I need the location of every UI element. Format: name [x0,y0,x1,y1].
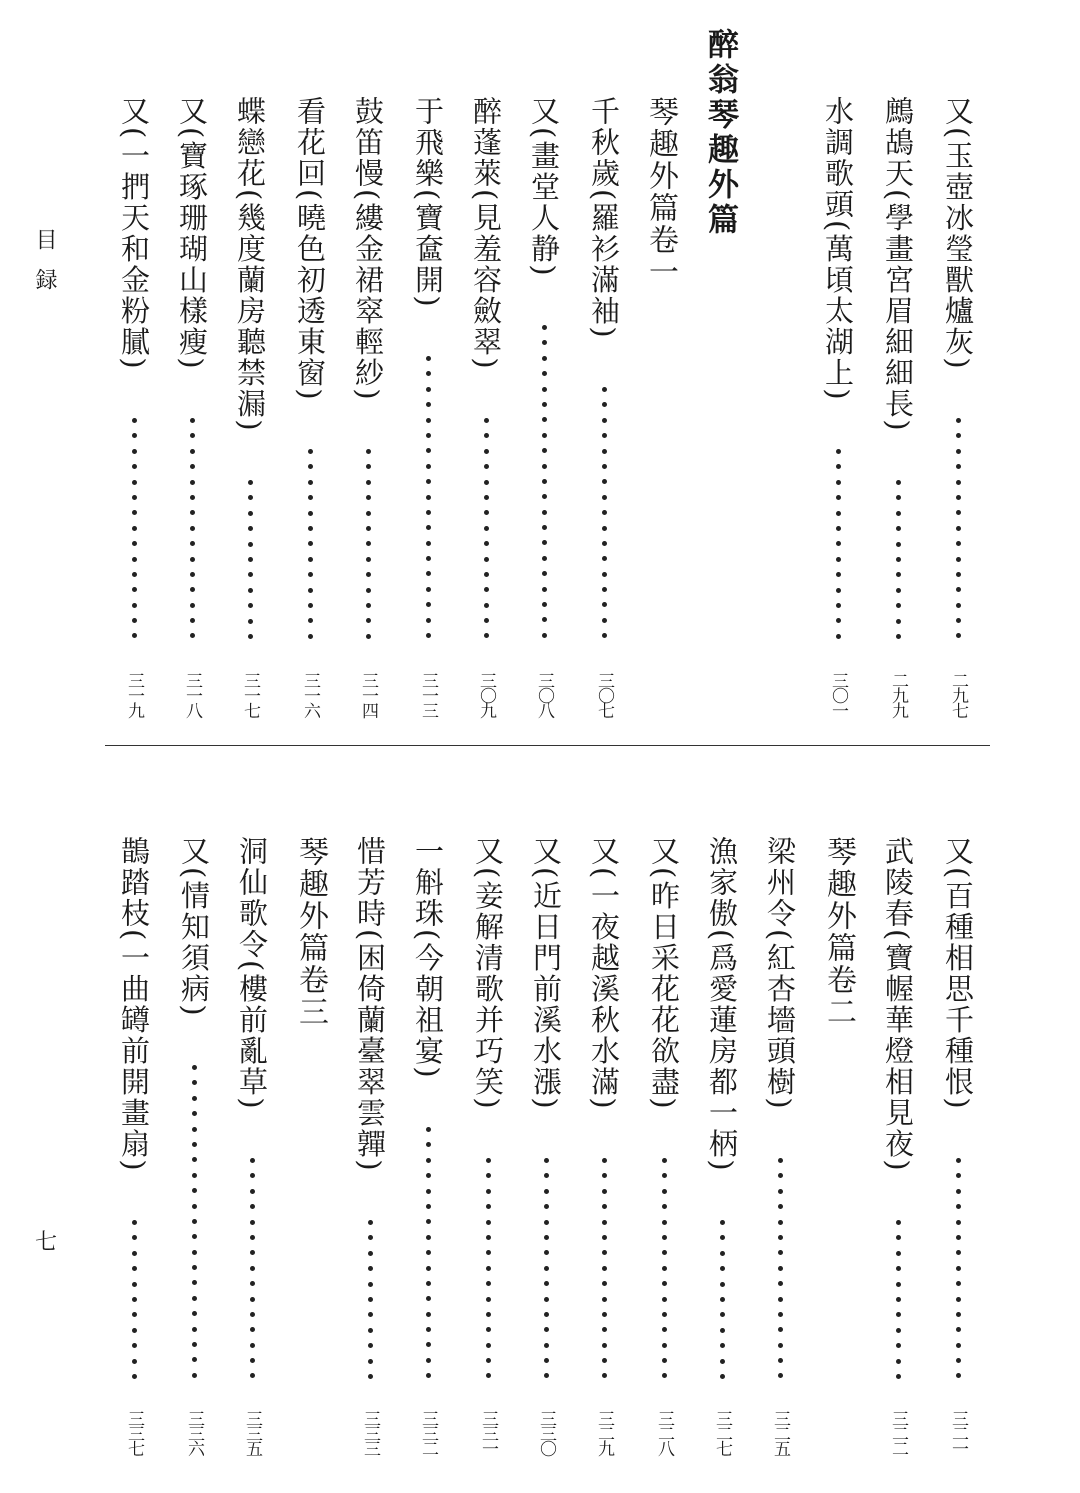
toc-entry [411,96,445,309]
entry-first-line: (紅杏墻頭樹) [763,929,797,1111]
dot-leader [411,356,445,662]
entry-title: 醉蓬萊 [469,96,503,189]
toc-entry [117,96,151,371]
page-number: 三一八 [182,672,202,717]
dot-leader [529,1158,563,1400]
dot-leader [117,418,151,662]
dot-leader [587,1158,621,1400]
dot-leader [821,449,855,662]
toc-entry [587,836,621,1111]
volume-heading: 琴趣外篇卷一 [643,96,678,288]
entry-first-line: (見羞容斂翠) [469,189,503,371]
entry-first-line: (幾度蘭房聽禁漏) [233,189,267,433]
dot-leader [117,1220,151,1400]
entry-title: 梁州令 [763,836,797,929]
page-number: 三二七 [712,1410,732,1455]
entry-first-line: (一曲罇前開畫扇) [117,929,151,1173]
entry-first-line: (縷金裙窣輕紗) [351,189,385,402]
toc-entry [941,96,975,371]
entry-title: 又 [177,836,211,867]
dot-leader [351,449,385,662]
entry-first-line: (妾解清歌并巧笑) [471,867,505,1111]
toc-entry [529,836,563,1111]
entry-title: 武陵春 [881,836,915,929]
page-number: 三〇八 [534,672,554,717]
volume-heading: 琴趣外篇卷三 [293,836,328,1028]
page-number: 二九九 [888,672,908,717]
entry-title: 看花回 [293,96,327,189]
entry-first-line: (近日門前溪水漲) [529,867,563,1111]
entry-first-line: (寶琢珊瑚山樣瘦) [175,127,209,371]
entry-title: 水調歌頭 [821,96,855,220]
dot-leader [353,1220,387,1400]
toc-entry [233,96,267,433]
dot-leader [647,1158,681,1400]
dot-leader [293,449,327,662]
dot-leader [881,1220,915,1400]
entry-first-line: (畫堂人静) [527,127,561,278]
page-number: 三三五 [242,1410,262,1455]
page-number: 三一六 [300,672,320,717]
dot-leader [235,1158,269,1400]
page-number: 三二二 [888,1410,908,1455]
entry-title: 鼓笛慢 [351,96,385,189]
dot-leader [941,1158,975,1400]
toc-entry [705,836,739,1173]
entry-title: 又 [647,836,681,867]
entry-first-line: (困倚蘭臺翠雲嚲) [353,929,387,1173]
page-number: 三〇七 [594,672,614,717]
entry-first-line: (今朝祖宴) [411,929,445,1080]
entry-title: 鷓鴣天 [881,96,915,189]
dot-leader [233,480,267,662]
toc-entry [587,96,621,340]
toc-entry [411,836,445,1080]
entry-title: 于飛樂 [411,96,445,189]
page-number: 三三二 [418,1410,438,1455]
toc-entry [235,836,269,1111]
entry-first-line: (萬頃太湖上) [821,220,855,402]
toc-entry [647,836,681,1111]
entry-title: 又 [175,96,209,127]
toc-entry [353,836,387,1173]
toc-entry [763,836,797,1111]
dot-leader [527,325,561,662]
page-number: 三二八 [654,1410,674,1455]
dot-leader [763,1158,797,1400]
page-number: 三三一 [478,1410,498,1455]
collection-title: 醉翁琴趣外篇 [702,28,738,238]
entry-title: 又 [529,836,563,867]
toc-entry [469,96,503,371]
entry-first-line: (玉壺冰瑩獸爐灰) [941,127,975,371]
entry-title: 又 [941,96,975,127]
toc-entry [821,96,855,402]
toc-entry [527,96,561,278]
toc-entry [351,96,385,402]
page-number: 三三六 [184,1410,204,1455]
entry-title: 又 [471,836,505,867]
toc-entry [117,836,151,1173]
entry-first-line: (一夜越溪秋水滿) [587,867,621,1111]
page-number: 三三七 [124,1410,144,1455]
entry-first-line: (情知須病) [177,867,211,1018]
toc-entry [881,96,915,433]
entry-title: 千秋歲 [587,96,621,189]
page-number: 三〇九 [476,672,496,717]
page-number: 三二五 [770,1410,790,1455]
entry-title: 洞仙歌令 [235,836,269,960]
page-number: 二九七 [948,672,968,717]
entry-first-line: (寶奩開) [411,189,445,309]
page-number: 三二九 [594,1410,614,1455]
dot-leader [177,1065,211,1400]
entry-title: 一斛珠 [411,836,445,929]
entry-first-line: (樓前亂草) [235,960,269,1111]
dot-leader [705,1220,739,1400]
page-number: 三〇一 [828,672,848,717]
page-number: 三二一 [948,1410,968,1455]
page-number: 三三三 [360,1410,380,1455]
page-number: 三一三 [418,672,438,717]
entry-first-line: (百種相思千種恨) [941,867,975,1111]
toc-entry [175,96,209,371]
entry-first-line: (羅衫滿袖) [587,189,621,340]
entry-title: 惜芳時 [353,836,387,929]
entry-title: 又 [941,836,975,867]
toc-entry [293,96,327,402]
dot-leader [469,418,503,662]
entry-title: 又 [587,836,621,867]
page-number: 三三〇 [536,1410,556,1455]
dot-leader [471,1158,505,1400]
page-number: 三一四 [358,672,378,717]
entry-title: 漁家傲 [705,836,739,929]
entry-first-line: (一捫天和金粉膩) [117,127,151,371]
half-page-divider [105,745,990,746]
dot-leader [411,1127,445,1400]
entry-first-line: (爲愛蓮房都一柄) [705,929,739,1173]
toc-entry [177,836,211,1018]
entry-first-line: (昨日采花花欲盡) [647,867,681,1111]
volume-heading: 琴趣外篇卷二 [821,836,856,1028]
page-number: 三一七 [240,672,260,717]
dot-leader [175,418,209,662]
page-folio: 七 [34,1230,57,1255]
entry-title: 鵲踏枝 [117,836,151,929]
dot-leader [587,387,621,662]
entry-first-line: (曉色初透東窗) [293,189,327,402]
entry-first-line: (寶幄華燈相見夜) [881,929,915,1173]
entry-title: 蝶戀花 [233,96,267,189]
entry-first-line: (學畫宮眉細細長) [881,189,915,433]
toc-entry [881,836,915,1173]
toc-entry [471,836,505,1111]
entry-title: 又 [527,96,561,127]
toc-entry [941,836,975,1111]
section-label: 目録 [32,228,57,308]
dot-leader [881,480,915,662]
dot-leader [941,418,975,662]
page-number: 三一九 [124,672,144,717]
entry-title: 又 [117,96,151,127]
